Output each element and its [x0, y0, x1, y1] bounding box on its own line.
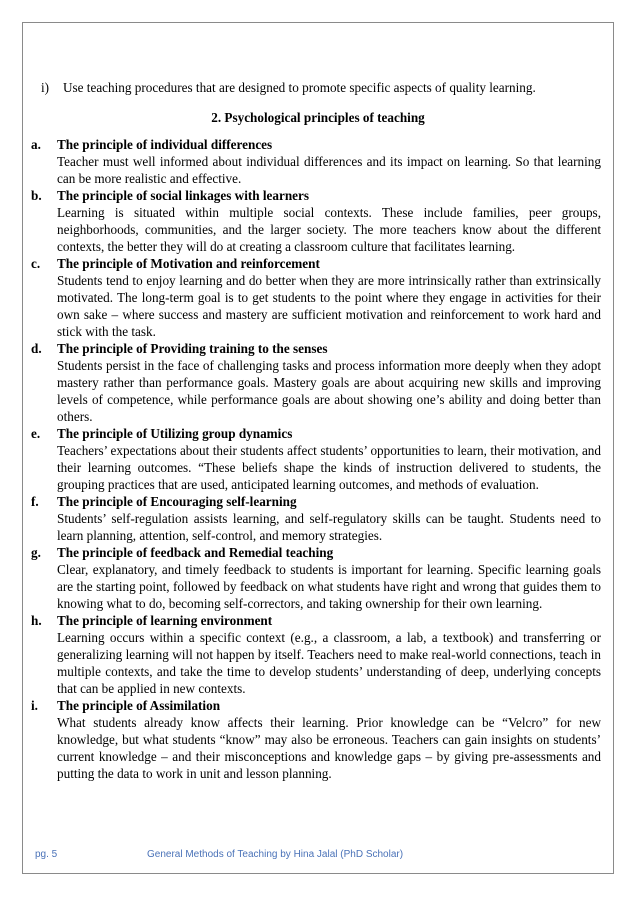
principle-item	[31, 697, 601, 782]
principle-title: The principle of individual differences	[57, 137, 273, 152]
principle-body: Teachers’ expectations about their students affect students’ opportunities to learn, their motivation, and their learning outcomes. “These beliefs shape the kinds of instruction delivered to students, the grouping practices that are used, anticipated learning outcomes, and methods of evaluation.	[57, 443, 601, 492]
principle-item	[31, 612, 601, 697]
principle-body: Learning is situated within multiple social contexts. These include families, peer groups, neighborhoods, communities, and the larger society. The more teachers know about the different contexts, the better they will do at creating a classroom culture that facilitates learning.	[57, 205, 601, 254]
principle-title: The principle of Assimilation	[57, 698, 221, 713]
principle-content	[57, 340, 601, 425]
principle-letter: a.	[31, 137, 41, 152]
principle-item	[31, 340, 601, 425]
principle-body: Students tend to enjoy learning and do better when they are more intrinsically rather than extrinsically motivated. The long-term goal is to get students to the point where they engage in activities for their own sake – where success and mastery are sufficient motivation and reinforcement to work hard and stick with the task.	[57, 273, 601, 339]
principle-letter: f.	[31, 494, 39, 509]
principle-item	[31, 255, 601, 340]
principle-title: The principle of Providing training to the senses	[57, 341, 328, 356]
principle-letter: g.	[31, 545, 41, 560]
page-footer	[35, 849, 595, 861]
principle-content	[57, 255, 601, 340]
principle-content	[57, 493, 601, 544]
footer-text: General Methods of Teaching by Hina Jalal (PhD Scholar)	[147, 849, 404, 860]
principle-content	[57, 136, 601, 187]
document-page	[22, 22, 614, 874]
principle-letter: i.	[31, 698, 38, 713]
principle-title: The principle of Utilizing group dynamics	[57, 426, 293, 441]
principle-content	[57, 425, 601, 493]
principles-list	[31, 136, 601, 782]
principle-title: The principle of social linkages with learners	[57, 188, 310, 203]
principle-item	[31, 544, 601, 612]
principle-body: Teacher must well informed about individual differences and its impact on learning. So that learning can be more realistic and effective.	[57, 154, 601, 186]
principle-letter: c.	[31, 256, 41, 271]
principle-item	[31, 136, 601, 187]
page-number: pg. 5	[35, 849, 58, 860]
principle-item	[31, 493, 601, 544]
principle-title: The principle of learning environment	[57, 613, 273, 628]
principle-title: The principle of Encouraging self-learning	[57, 494, 297, 509]
principle-content	[57, 187, 601, 255]
principle-title: The principle of feedback and Remedial teaching	[57, 545, 334, 560]
section-heading: 2. Psychological principles of teaching	[211, 110, 425, 125]
principle-body: Clear, explanatory, and timely feedback to students is important for learning. Specific learning goals are the starting point, followed by feedback on what students have right and wrong that guides them to knowing what to do, becoming self-correctors, and taking ownership for their own learning.	[57, 562, 601, 611]
principle-letter: e.	[31, 426, 41, 441]
principle-body: What students already know affects their learning. Prior knowledge can be “Velcro” for new knowledge, but what students “know” may also be erroneous. Teachers can gain insights on students’ current knowledge – and their misconceptions and knowledge gaps – by giving pre-assessments and putting the data to work in unit and lesson planning.	[57, 715, 601, 781]
principle-item	[31, 425, 601, 493]
intro-item-text: Use teaching procedures that are designed to promote specific aspects of quality learning.	[63, 80, 536, 95]
principle-body: Students’ self-regulation assists learning, and self-regulatory skills can be taught. Students need to learn planning, attention, self-control, and memory strategies.	[57, 511, 601, 543]
principle-letter: h.	[31, 613, 42, 628]
principle-content	[57, 697, 601, 782]
principle-content	[57, 544, 601, 612]
intro-item-number: i)	[41, 80, 50, 95]
principle-letter: d.	[31, 341, 42, 356]
principle-content	[57, 612, 601, 697]
principle-letter: b.	[31, 188, 42, 203]
intro-list-item	[41, 79, 601, 96]
principle-title: The principle of Motivation and reinforcement	[57, 256, 320, 271]
principle-body: Students persist in the face of challenging tasks and process information more deeply when they adopt mastery rather than performance goals. Mastery goals are about acquiring new skills and improving levels of competence, while performance goals are about showing one’s ability and doing better than others.	[57, 358, 601, 424]
principle-item	[31, 187, 601, 255]
principle-body: Learning occurs within a specific context (e.g., a classroom, a lab, a textbook) and transferring or generalizing learning will not happen by itself. Teachers need to make real-world connections, teach in multiple contexts, and take the time to develop students’ understanding of deep, underlying concepts that can be applied in new contexts.	[57, 630, 601, 696]
